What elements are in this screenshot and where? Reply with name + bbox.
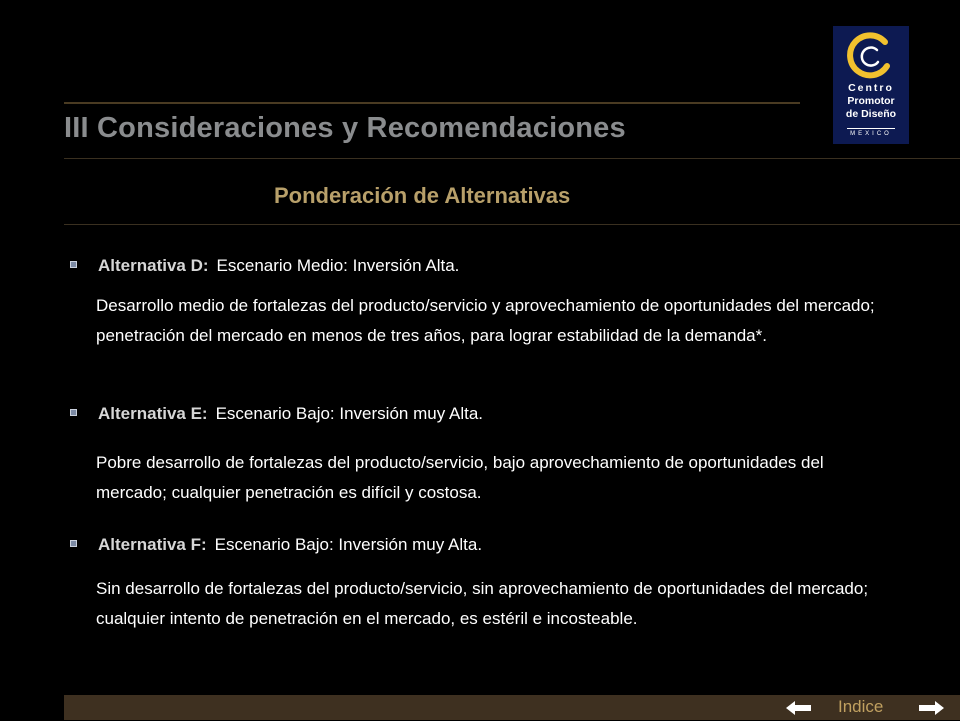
alternative-scenario: Escenario Medio: Inversión Alta. xyxy=(216,256,460,275)
alternative-description: Pobre desarrollo de fortalezas del producto/servicio, bajo aprovechamiento de oportunidades del mercado; cualquier penetración es difícil y costosa. xyxy=(96,453,824,502)
logo-line-2: Promotor xyxy=(847,95,895,107)
logo-separator xyxy=(847,128,895,129)
index-link[interactable]: Indice xyxy=(838,697,884,716)
subtitle-divider xyxy=(64,224,960,225)
page-title: III Consideraciones y Recomendaciones xyxy=(64,112,626,144)
alternative-item xyxy=(70,256,670,278)
square-bullet-icon xyxy=(70,261,77,268)
next-slide-button[interactable] xyxy=(918,700,944,716)
section-subtitle: Ponderación de Alternativas xyxy=(274,183,571,208)
square-bullet-icon xyxy=(70,409,77,416)
footer-bar xyxy=(64,695,960,720)
alternative-heading xyxy=(98,256,459,276)
alternative-scenario: Escenario Bajo: Inversión muy Alta. xyxy=(214,535,483,554)
top-divider xyxy=(64,102,800,104)
alternative-item xyxy=(70,535,670,557)
logo-country: MEXICO xyxy=(850,131,892,137)
alternative-heading xyxy=(98,535,482,555)
previous-slide-button[interactable] xyxy=(786,700,812,716)
logo-ring-icon xyxy=(841,30,901,82)
arrow-left-icon xyxy=(786,700,812,716)
centro-promotor-logo xyxy=(833,26,909,144)
square-bullet-icon xyxy=(70,540,77,547)
alternative-label: Alternativa D: xyxy=(98,256,209,275)
logo-wordmark xyxy=(833,82,909,121)
title-divider xyxy=(64,158,960,159)
logo-line-1: Centro xyxy=(848,82,894,94)
arrow-right-icon xyxy=(918,700,944,716)
alternative-label: Alternativa E: xyxy=(98,404,208,423)
logo-line-3: de Diseño xyxy=(845,108,897,120)
alternative-scenario: Escenario Bajo: Inversión muy Alta. xyxy=(215,404,484,423)
alternative-label: Alternativa F: xyxy=(98,535,207,554)
alternative-description: Desarrollo medio de fortalezas del producto/servicio y aprovechamiento de oportunidades del mercado; penetración del mercado en menos de tres años, para lograr estabilidad de la demanda*. xyxy=(96,296,875,345)
alternative-item xyxy=(70,404,670,426)
alternative-description: Sin desarrollo de fortalezas del producto/servicio, sin aprovechamiento de oportunidades del mercado; cualquier intento de penetración en el mercado, es estéril e incosteable. xyxy=(96,579,869,628)
alternative-heading xyxy=(98,404,483,424)
